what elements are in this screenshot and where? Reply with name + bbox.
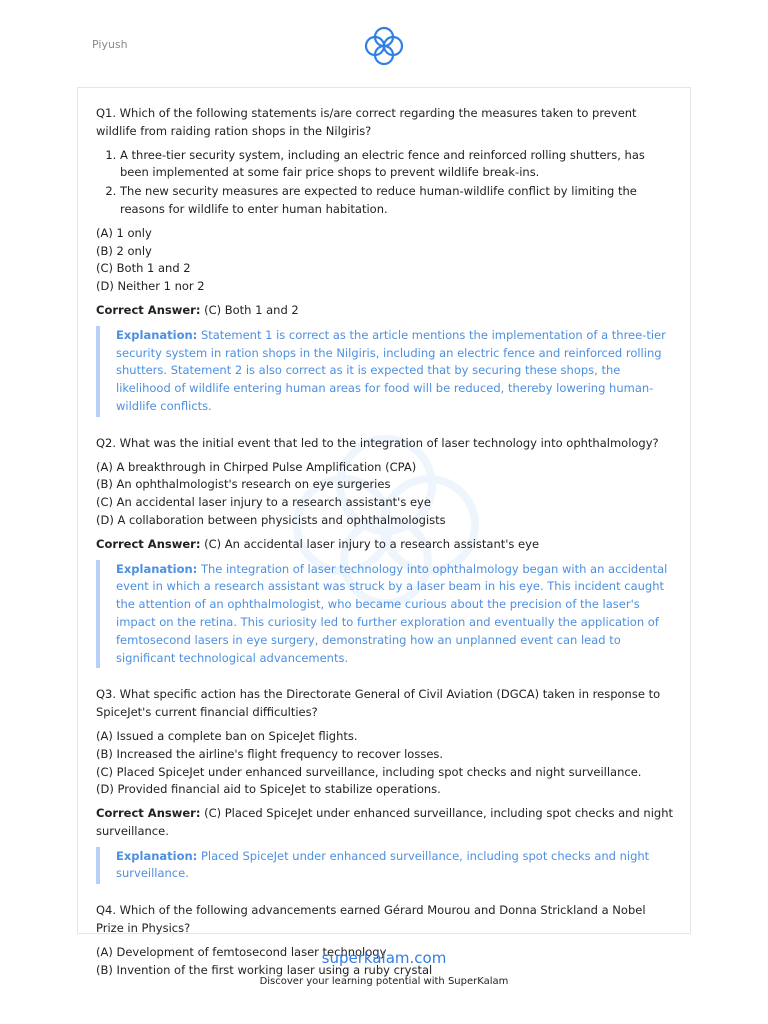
statement-item: 2. The new security measures are expected to reduce human-wildlife conflict by limiting the reasons for wildlife to enter human habitation. (120, 183, 676, 219)
correct-answer-text: (C) Placed SpiceJet under enhanced surveillance, including spot checks and night surveillance. (96, 806, 674, 838)
option-item: (B) An ophthalmologist's research on eye surgeries (96, 477, 391, 492)
explanation-box (96, 847, 676, 885)
correct-answer-text: (C) An accidental laser injury to a research assistant's eye (204, 536, 540, 551)
site-link[interactable]: superkalam.com (321, 949, 447, 967)
option-item: (C) Placed SpiceJet under enhanced surveillance, including spot checks and night surveillance. (96, 764, 642, 779)
statement-item: 1. A three-tier security system, including an electric fence and reinforced rolling shutters, has been implemented at some fair price shops to prevent wildlife break-ins. (120, 147, 676, 183)
option-item: (A) Development of femtosecond laser technology (96, 944, 387, 959)
explanation-text: Statement 1 is correct as the article mentions the implementation of a three-tier security system in ration shops in the Nilgiris, including an electric fence and reinforced rolling shutters. Statement 2 is also correct as it is expected that by securing these shops, the likelihood of wildlife entering human areas for food will be reduced, thereby lowering human-wildlife conflicts. (116, 327, 666, 413)
correct-answer-label: Correct Answer: (96, 806, 201, 821)
option-item: (D) A collaboration between physicists and ophthalmologists (96, 512, 446, 527)
explanation-text: The integration of laser technology into ophthalmology began with an accidental event in which a research assistant was struck by a laser beam in his eye. This incident caught the attention of an ophthalmologist, who became curious about the precision of the laser's impact on the retina. This curiosity led to further exploration and eventually the application of femtosecond lasers in eye surgery, demonstrating how an unplanned event can lead to significant technological advancements. (116, 561, 668, 665)
question-text: Q2. What was the initial event that led to the integration of laser technology into ophthalmology? (96, 435, 659, 450)
questions-list (96, 105, 676, 985)
option-item: (B) 2 only (96, 243, 152, 258)
question-block (96, 902, 676, 979)
footer-tagline: Discover your learning potential with SuperKalam (259, 976, 509, 987)
question-text: Q1. Which of the following statements is/are correct regarding the measures taken to prevent wildlife from raiding ration shops in the Nilgiris? (96, 106, 637, 138)
explanation-box (96, 560, 676, 669)
option-item: (D) Neither 1 nor 2 (96, 279, 205, 294)
option-item: (B) Invention of the first working laser using a ruby crystal (96, 962, 433, 977)
statement-list (96, 147, 676, 219)
correct-answer-text: (C) Both 1 and 2 (204, 302, 299, 317)
question-text: Q4. Which of the following advancements earned Gérard Mourou and Donna Strickland a Nobel Prize in Physics? (96, 903, 646, 936)
explanation-label: Explanation: (116, 848, 198, 863)
question-text: Q3. What specific action has the Directorate General of Civil Aviation (DGCA) taken in response to SpiceJet's current financial difficulties? (96, 687, 661, 720)
explanation-label: Explanation: (116, 327, 198, 342)
correct-answer-label: Correct Answer: (96, 302, 201, 317)
correct-answer (96, 536, 676, 554)
correct-answer (96, 805, 676, 841)
option-list (96, 728, 676, 799)
option-list (96, 459, 676, 530)
explanation-text: Placed SpiceJet under enhanced surveillance, including spot checks and night surveillance. (116, 848, 650, 881)
question-block (96, 435, 676, 669)
option-item: (B) Increased the airline's flight frequency to recover losses. (96, 746, 444, 761)
explanation-box (96, 326, 676, 417)
question-block (96, 686, 676, 884)
question-block (96, 105, 676, 417)
option-item: (D) Provided financial aid to SpiceJet to stabilize operations. (96, 782, 441, 797)
option-list (96, 225, 676, 296)
option-item: (C) An accidental laser injury to a research assistant's eye (96, 495, 431, 510)
explanation-label: Explanation: (116, 561, 198, 576)
author-name: Piyush (92, 38, 128, 51)
flower-logo-icon (362, 26, 406, 66)
option-item: (A) 1 only (96, 225, 152, 240)
correct-answer (96, 302, 676, 320)
option-item: (A) Issued a complete ban on SpiceJet flights. (96, 728, 358, 743)
correct-answer-label: Correct Answer: (96, 536, 201, 551)
option-item: (C) Both 1 and 2 (96, 261, 191, 276)
option-item: (A) A breakthrough in Chirped Pulse Amplification (CPA) (96, 459, 417, 474)
